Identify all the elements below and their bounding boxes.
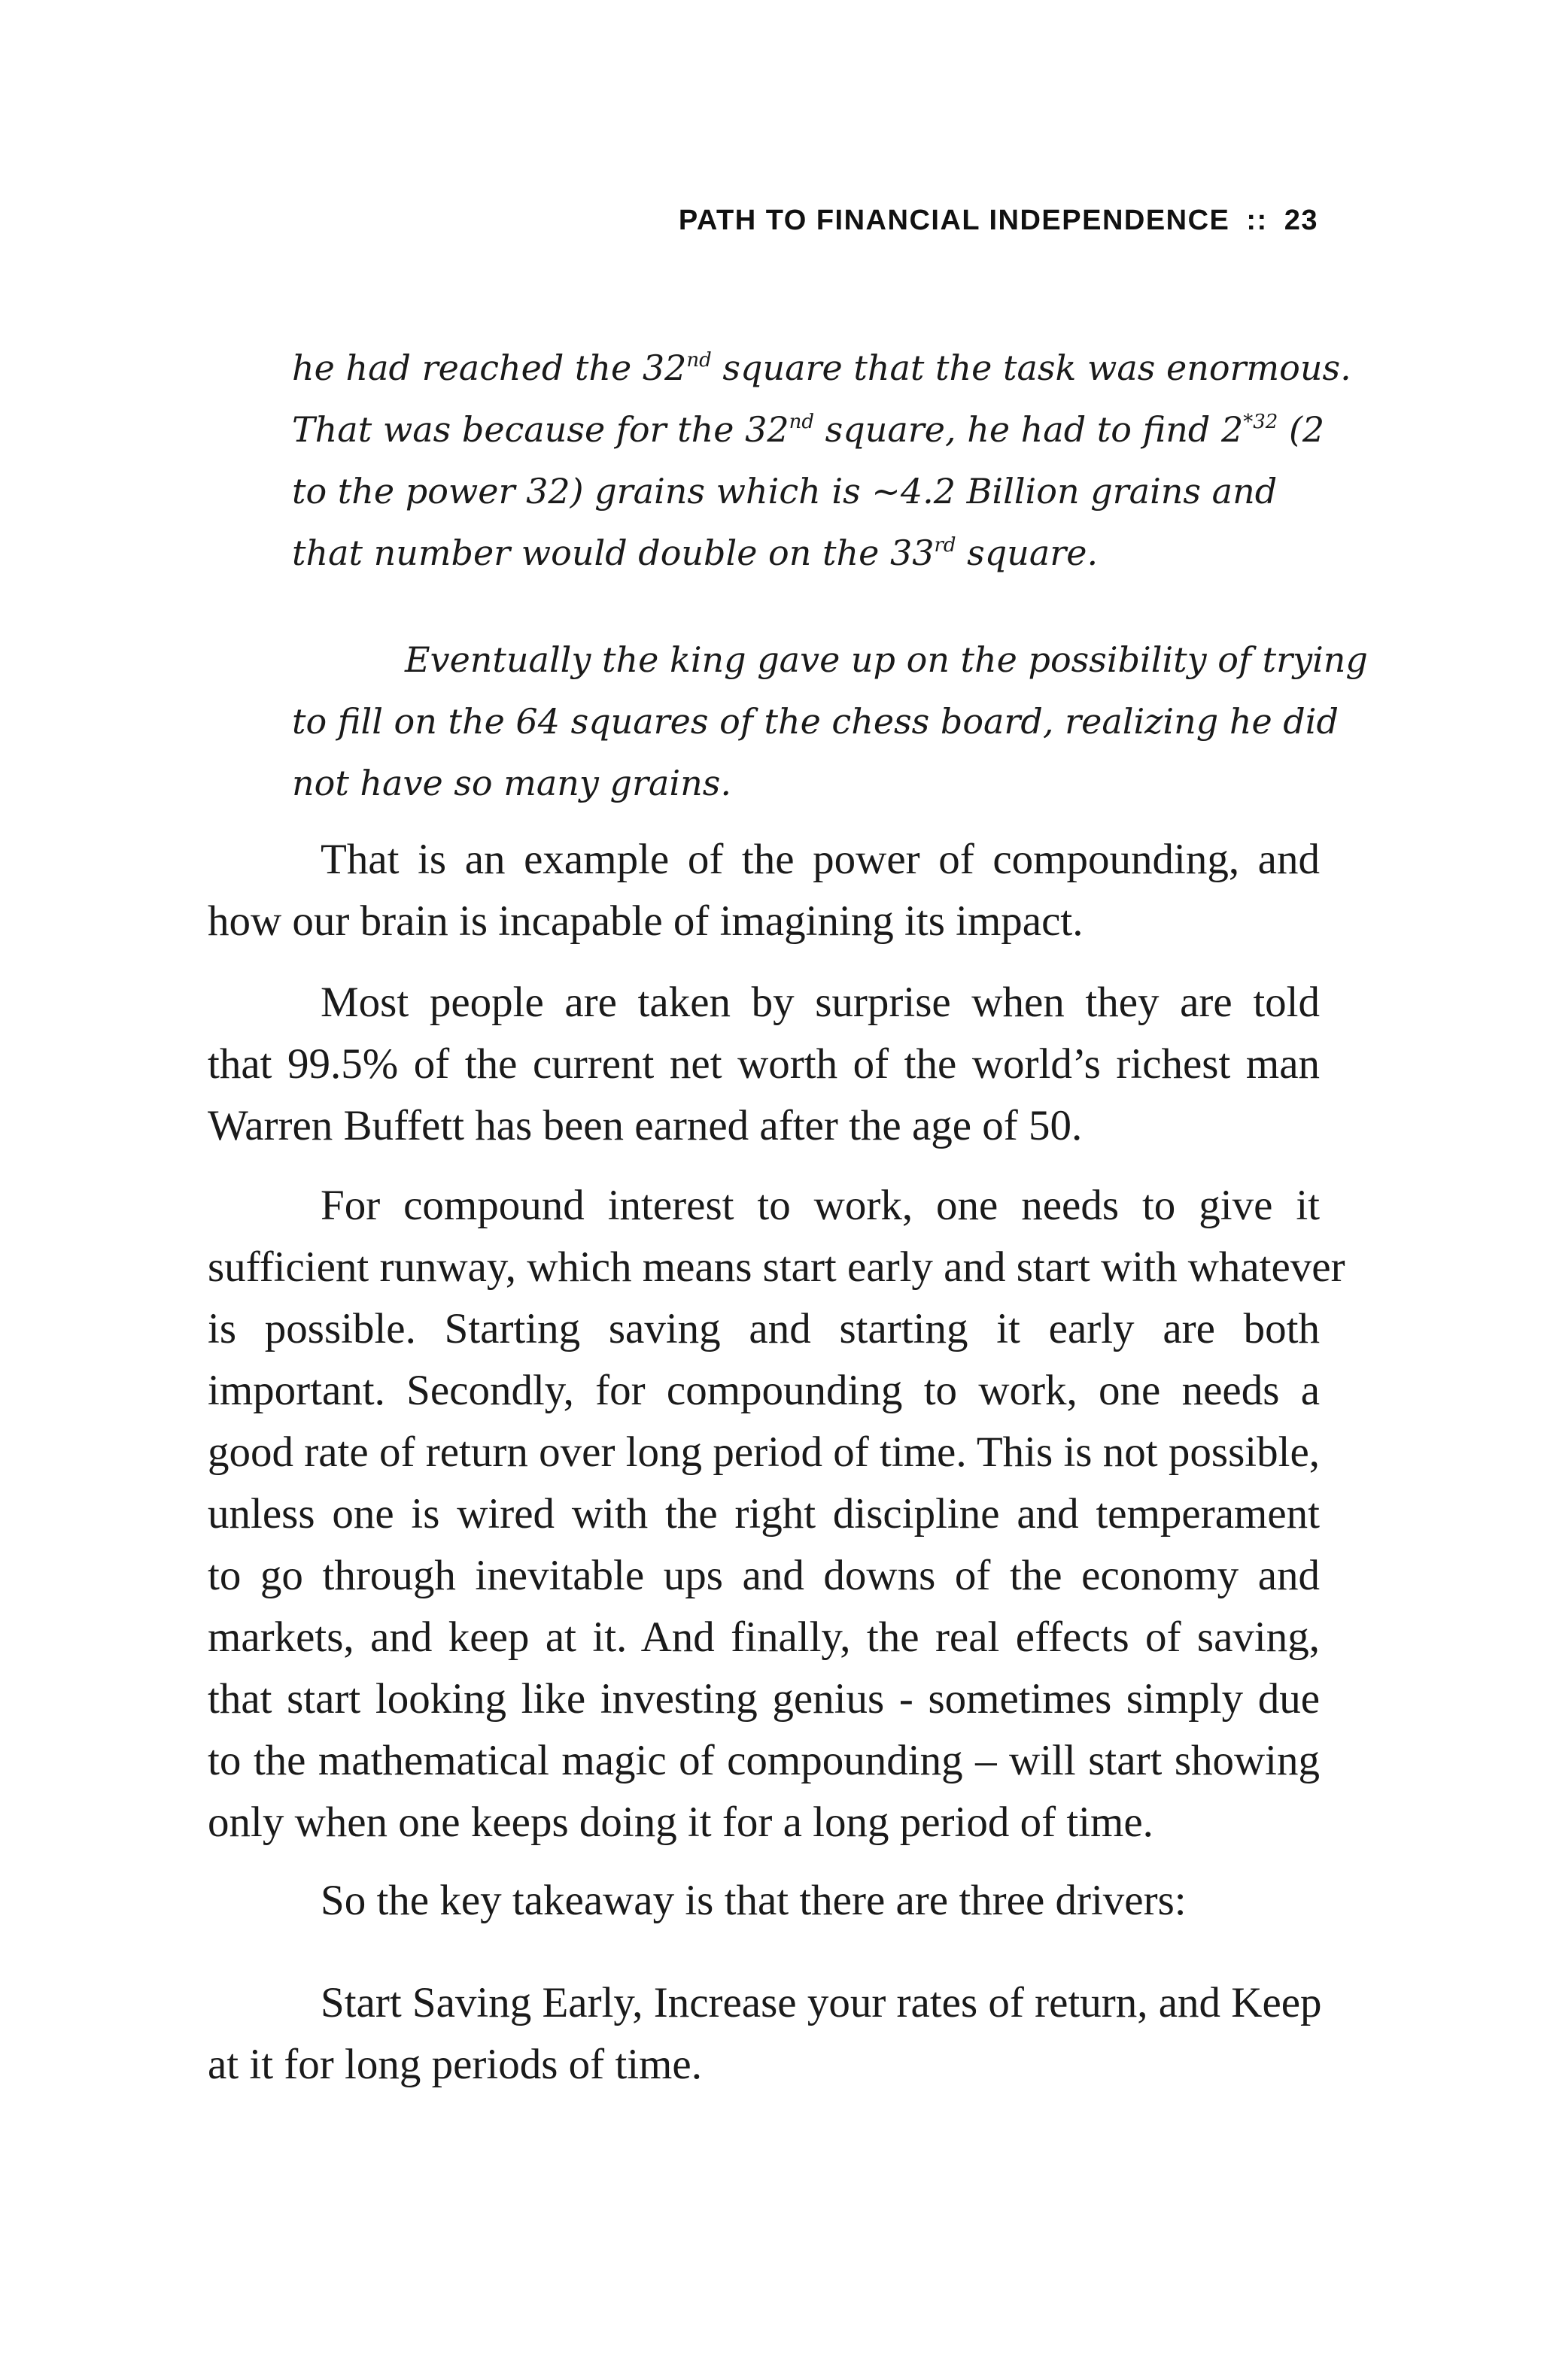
paragraph-line: that start looking like investing genius - sometimes simply due bbox=[208, 1675, 1320, 1723]
paragraph-line: important. Secondly, for compounding to work, one needs a bbox=[208, 1367, 1320, 1414]
paragraph-line: good rate of return over long period of time. This is not possible, bbox=[208, 1428, 1320, 1476]
paragraph-key-takeaway bbox=[208, 1870, 1320, 1932]
italic-passage-continuation bbox=[292, 337, 1351, 584]
quote2-line-1: Eventually the king gave up on the possibility of trying bbox=[405, 639, 1368, 680]
paragraph-line: that 99.5% of the current net worth of the world’s richest man bbox=[208, 1040, 1320, 1088]
paragraph-line: sufficient runway, which means start early and start with whatever bbox=[208, 1243, 1345, 1291]
quote1-line-3: to the power 32) grains which is ~4.2 Billion grains and bbox=[292, 471, 1278, 512]
paragraph-line: to go through inevitable ups and downs of the economy and bbox=[208, 1552, 1320, 1599]
quote1-line-4: that number would double on the 33rd square. bbox=[292, 533, 1099, 573]
paragraph-line: Warren Buffett has been earned after the age of 50. bbox=[208, 1102, 1083, 1149]
paragraph-line: So the key takeaway is that there are three drivers: bbox=[321, 1877, 1187, 1924]
paragraph-line: only when one keeps doing it for a long period of time. bbox=[208, 1799, 1153, 1846]
paragraph-compounding-example bbox=[208, 829, 1320, 952]
paragraph-line: markets, and keep at it. And finally, the real effects of saving, bbox=[208, 1613, 1320, 1661]
paragraph-line: how our brain is incapable of imagining its impact. bbox=[208, 897, 1084, 945]
paragraph-line: unless one is wired with the right discipline and temperament bbox=[208, 1490, 1320, 1538]
paragraph-line: is possible. Starting saving and starting it early are both bbox=[208, 1305, 1320, 1352]
paragraph-buffett bbox=[208, 972, 1320, 1157]
running-title: PATH TO FINANCIAL INDEPENDENCE bbox=[678, 205, 1230, 236]
quote2-line-3: not have so many grains. bbox=[292, 763, 731, 803]
paragraph-line: at it for long periods of time. bbox=[208, 2041, 702, 2088]
paragraph-compound-interest bbox=[208, 1175, 1345, 1853]
paragraph-line: That is an example of the power of compounding, and bbox=[321, 836, 1320, 883]
paragraph-line: Most people are taken by surprise when they are told bbox=[321, 979, 1320, 1026]
quote2-line-2: to fill on the 64 squares of the chess board, realizing he did bbox=[292, 701, 1339, 742]
paragraph-three-drivers bbox=[208, 1972, 1320, 2096]
running-header bbox=[679, 205, 1318, 237]
paragraph-line: For compound interest to work, one needs to give it bbox=[321, 1182, 1320, 1229]
quote1-line-2: That was because for the 32nd square, he had to find 2$^{*32}$ (2 bbox=[292, 409, 1325, 450]
italic-passage-paragraph bbox=[292, 629, 1368, 814]
paragraph-line: Start Saving Early, Increase your rates of return, and Keep bbox=[321, 1979, 1322, 2026]
page-number: 23 bbox=[1284, 205, 1318, 236]
header-separator: :: bbox=[1246, 205, 1268, 236]
quote1-line-1: he had reached the 32nd square that the task was enormous. bbox=[292, 348, 1351, 388]
paragraph-line: to the mathematical magic of compounding – will start showing bbox=[208, 1737, 1320, 1784]
